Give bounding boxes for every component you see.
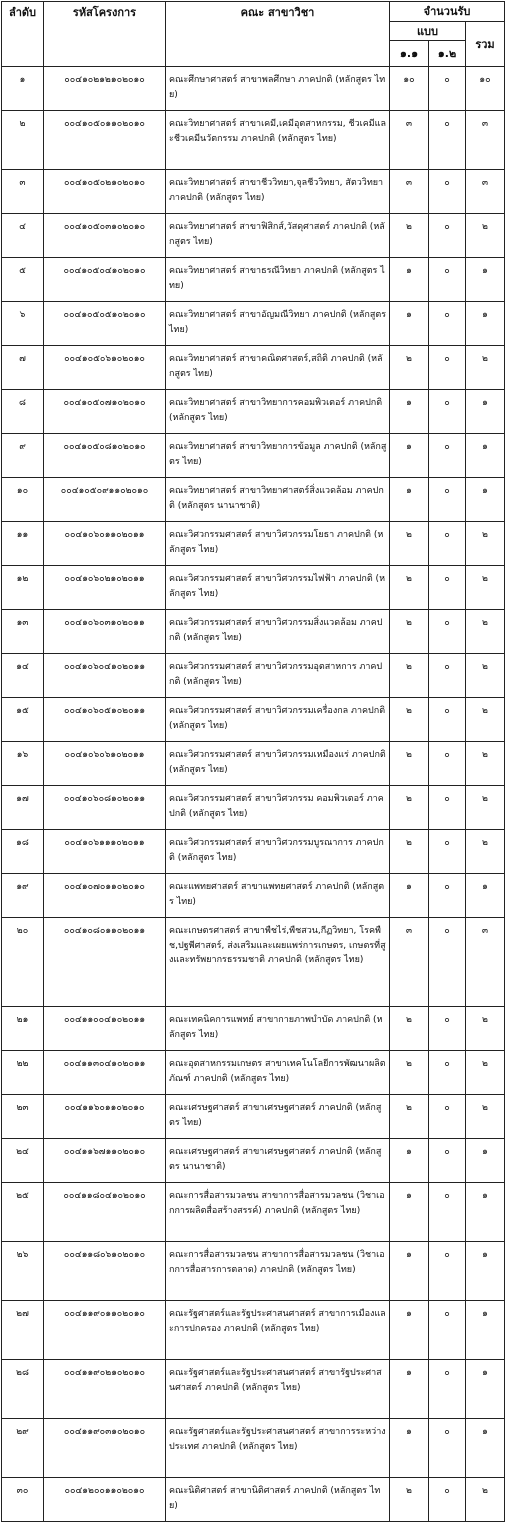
quota-type-1-2: ๐ [429,786,466,830]
quota-type-1-2: ๐ [429,742,466,786]
row-number: ๑๘ [2,830,44,874]
quota-type-1-2: ๐ [429,258,466,302]
quota-total: ๓ [466,111,505,170]
quota-type-1-1: ๒ [390,346,429,390]
row-number: ๒๙ [2,1419,44,1478]
quota-total: ๓ [466,170,505,214]
quota-type-1-2: ๐ [429,111,466,170]
faculty-major: คณะวิศวกรรมศาสตร์ สาขาวิศวกรรมเหมืองแร่ ภาคปกติ (หลักสูตร ไทย) [166,742,390,786]
quota-type-1-2: ๐ [429,874,466,918]
quota-total: ๑ [466,390,505,434]
quota-type-1-2: ๐ [429,1242,466,1301]
quota-total: ๒ [466,830,505,874]
project-code: ๐๐๔๑๑๖๐๑๑๐๒๐๑๐ [44,1095,166,1139]
quota-total: ๒ [466,742,505,786]
quota-type-1-2: ๐ [429,1301,466,1360]
project-code: ๐๐๔๑๒๐๐๑๑๐๒๐๑๐ [44,1478,166,1522]
row-number: ๕ [2,258,44,302]
table-row [2,170,505,214]
row-number: ๒๕ [2,1183,44,1242]
quota-type-1-1: ๒ [390,610,429,654]
table-row [2,566,505,610]
quota-type-1-1: ๑๐ [390,67,429,111]
faculty-major: คณะอุตสาหกรรมเกษตร สาขาเทคโนโลยีการพัฒนาผลิตภัณฑ์ ภาคปกติ (หลักสูตร ไทย) [166,1051,390,1095]
table-row [2,654,505,698]
quota-total: ๒ [466,346,505,390]
row-number: ๒ [2,111,44,170]
row-number: ๑๖ [2,742,44,786]
faculty-major: คณะวิศวกรรมศาสตร์ สาขาวิศวกรรมอุตสาหการ ภาคปกติ (หลักสูตร ไทย) [166,654,390,698]
quota-type-1-2: ๐ [429,434,466,478]
table-row [2,742,505,786]
quota-type-1-2: ๐ [429,1095,466,1139]
table-row [2,610,505,654]
quota-total: ๑ [466,1242,505,1301]
quota-type-1-1: ๑ [390,390,429,434]
row-number: ๒๖ [2,1242,44,1301]
quota-total: ๒ [466,1478,505,1522]
project-code: ๐๐๔๑๑๖๗๑๑๐๒๐๑๐ [44,1139,166,1183]
faculty-major: คณะวิทยาศาสตร์ สาขาวิทยาการคอมพิวเตอร์ ภาคปกติ (หลักสูตร ไทย) [166,390,390,434]
project-code: ๐๐๔๑๐๕๐๙๑๑๐๒๐๑๐ [44,478,166,522]
row-number: ๒๒ [2,1051,44,1095]
header-total: รวม [466,22,505,67]
table-row [2,346,505,390]
table-row [2,478,505,522]
quota-total: ๑ [466,478,505,522]
quota-type-1-1: ๒ [390,566,429,610]
header-type-1-1: ๑.๑ [390,41,429,67]
row-number: ๒๔ [2,1139,44,1183]
faculty-major: คณะรัฐศาสตร์และรัฐประศาสนศาสตร์ สาขาการระหว่างประเทศ ภาคปกติ (หลักสูตร ไทย) [166,1419,390,1478]
row-number: ๑๒ [2,566,44,610]
quota-total: ๒ [466,786,505,830]
project-code: ๐๐๔๑๐๕๐๔๑๐๒๐๑๐ [44,258,166,302]
project-code: ๐๐๔๑๐๒๑๒๑๐๒๐๑๐ [44,67,166,111]
project-code: ๐๐๔๑๐๕๐๘๑๐๒๐๑๐ [44,434,166,478]
quota-type-1-1: ๒ [390,1051,429,1095]
row-number: ๒๑ [2,1007,44,1051]
project-code: ๐๐๔๑๐๕๐๒๑๐๒๐๑๐ [44,170,166,214]
quota-type-1-1: ๑ [390,434,429,478]
quota-type-1-1: ๒ [390,742,429,786]
row-number: ๑๕ [2,698,44,742]
quota-type-1-1: ๒ [390,698,429,742]
row-number: ๒๐ [2,918,44,1007]
quota-type-1-1: ๑ [390,1419,429,1478]
row-number: ๑๔ [2,654,44,698]
faculty-major: คณะวิทยาศาสตร์ สาขาวิทยาศาสตร์สิ่งแวดล้อม ภาคปกติ (หลักสูตร นานาชาติ) [166,478,390,522]
row-number: ๔ [2,214,44,258]
project-code: ๐๐๔๑๐๖๑๑๑๐๒๐๑๑ [44,830,166,874]
table-row [2,111,505,170]
project-code: ๐๐๔๑๑๘๐๖๑๐๒๐๑๐ [44,1242,166,1301]
project-code: ๐๐๔๑๐๖๐๔๑๐๒๐๑๑ [44,654,166,698]
quota-type-1-2: ๐ [429,478,466,522]
quota-total: ๑ [466,1183,505,1242]
quota-type-1-1: ๒ [390,786,429,830]
faculty-major: คณะวิทยาศาสตร์ สาขาฟิสิกส์,วัสดุศาสตร์ ภาคปกติ (หลักสูตร ไทย) [166,214,390,258]
project-code: ๐๐๔๑๐๕๐๑๑๐๒๐๑๐ [44,111,166,170]
project-code: ๐๐๔๑๐๖๐๕๑๐๒๐๑๑ [44,698,166,742]
quota-type-1-1: ๑ [390,258,429,302]
quota-type-1-2: ๐ [429,1007,466,1051]
quota-total: ๑๐ [466,67,505,111]
quota-total: ๑ [466,1360,505,1419]
faculty-major: คณะวิศวกรรมศาสตร์ สาขาวิศวกรรมไฟฟ้า ภาคปกติ (หลักสูตร ไทย) [166,566,390,610]
faculty-major: คณะวิทยาศาสตร์ สาขาชีววิทยา,จุลชีววิทยา, สัตววิทยา ภาคปกติ (หลักสูตร ไทย) [166,170,390,214]
table-body [2,67,505,1522]
quota-total: ๓ [466,918,505,1007]
faculty-major: คณะการสื่อสารมวลชน สาขาการสื่อสารมวลชน (วิชาเอกการสื่อสารการตลาด) ภาคปกติ (หลักสูตร ไทย) [166,1242,390,1301]
header-type-1-2: ๑.๒ [429,41,466,67]
quota-type-1-2: ๐ [429,522,466,566]
faculty-major: คณะวิศวกรรมศาสตร์ สาขาวิศวกรรมบูรณาการ ภาคปกติ (หลักสูตร ไทย) [166,830,390,874]
project-code: ๐๐๔๑๑๙๐๑๑๐๒๐๑๐ [44,1301,166,1360]
faculty-major: คณะวิศวกรรมศาสตร์ สาขาวิศวกรรมสิ่งแวดล้อม ภาคปกติ (หลักสูตร ไทย) [166,610,390,654]
quota-type-1-1: ๒ [390,654,429,698]
header-type: แบบ [390,22,466,41]
row-number: ๑๐ [2,478,44,522]
quota-type-1-1: ๑ [390,1360,429,1419]
row-number: ๙ [2,434,44,478]
quota-total: ๒ [466,1007,505,1051]
quota-type-1-1: ๒ [390,522,429,566]
quota-type-1-2: ๐ [429,1478,466,1522]
project-code: ๐๐๔๑๑๙๐๒๑๐๒๐๑๐ [44,1360,166,1419]
table-row [2,1139,505,1183]
row-number: ๓๐ [2,1478,44,1522]
quota-total: ๒ [466,522,505,566]
quota-type-1-2: ๐ [429,698,466,742]
faculty-major: คณะศึกษาศาสตร์ สาขาพลศึกษา ภาคปกติ (หลักสูตร ไทย) [166,67,390,111]
table-row [2,1095,505,1139]
quota-type-1-1: ๒ [390,1007,429,1051]
faculty-major: คณะวิทยาศาสตร์ สาขาเคมี,เคมีอุตสาหกรรม, ชีวเคมีและชีวเคมีนวัตกรรม ภาคปกติ (หลักสูตร ไทย) [166,111,390,170]
quota-type-1-1: ๒ [390,830,429,874]
table-row [2,1478,505,1522]
row-number: ๑๗ [2,786,44,830]
quota-type-1-1: ๒ [390,214,429,258]
quota-type-1-1: ๑ [390,1183,429,1242]
quota-type-1-2: ๐ [429,390,466,434]
quota-type-1-1: ๑ [390,302,429,346]
quota-total: ๒ [466,566,505,610]
quota-type-1-2: ๐ [429,1051,466,1095]
quota-total: ๒ [466,698,505,742]
table-row [2,874,505,918]
project-code: ๐๐๔๑๐๖๐๓๑๐๒๐๑๑ [44,610,166,654]
faculty-major: คณะวิศวกรรมศาสตร์ สาขาวิศวกรรมโยธา ภาคปกติ (หลักสูตร ไทย) [166,522,390,566]
row-number: ๒๘ [2,1360,44,1419]
project-code: ๐๐๔๑๐๖๐๑๑๐๒๐๑๑ [44,522,166,566]
quota-total: ๑ [466,302,505,346]
faculty-major: คณะวิทยาศาสตร์ สาขาธรณีวิทยา ภาคปกติ (หลักสูตร ไทย) [166,258,390,302]
table-row [2,390,505,434]
faculty-major: คณะวิทยาศาสตร์ สาขาคณิตศาสตร์,สถิติ ภาคปกติ (หลักสูตร ไทย) [166,346,390,390]
faculty-major: คณะเทคนิคการแพทย์ สาขากายภาพบำบัด ภาคปกติ (หลักสูตร ไทย) [166,1007,390,1051]
table-row [2,302,505,346]
table-row [2,522,505,566]
header-faculty-major: คณะ สาขาวิชา [166,2,390,67]
header-project-code: รหัสโครงการ [44,2,166,67]
table-row [2,434,505,478]
table-row [2,67,505,111]
project-code: ๐๐๔๑๐๖๐๒๑๐๒๐๑๑ [44,566,166,610]
faculty-major: คณะเศรษฐศาสตร์ สาขาเศรษฐศาสตร์ ภาคปกติ (หลักสูตร ไทย) [166,1095,390,1139]
faculty-major: คณะวิศวกรรมศาสตร์ สาขาวิศวกรรมเครื่องกล ภาคปกติ (หลักสูตร ไทย) [166,698,390,742]
quota-total: ๒ [466,1095,505,1139]
quota-total: ๑ [466,1419,505,1478]
table-row [2,698,505,742]
row-number: ๑๑ [2,522,44,566]
quota-type-1-1: ๓ [390,170,429,214]
quota-type-1-2: ๐ [429,214,466,258]
row-number: ๘ [2,390,44,434]
faculty-major: คณะเกษตรศาสตร์ สาขาพืชไร่,พืชสวน,กีฏวิทยา, โรคพืช,ปฐพีศาสตร์, ส่งเสริมและเผยแพร่การเกษตร, เกษตรที่สูงและทรัพยากรธรรมชาติ ภาคปกติ (หลักสูตร ไทย) [166,918,390,1007]
project-code: ๐๐๔๑๐๗๐๑๑๐๒๐๑๐ [44,874,166,918]
quota-type-1-1: ๑ [390,1242,429,1301]
table-row [2,1301,505,1360]
table-row [2,1360,505,1419]
project-code: ๐๐๔๑๑๓๐๔๑๐๒๐๑๑ [44,1051,166,1095]
quota-type-1-1: ๑ [390,1301,429,1360]
faculty-major: คณะรัฐศาสตร์และรัฐประศาสนศาสตร์ สาขารัฐประศาสนศาสตร์ ภาคปกติ (หลักสูตร ไทย) [166,1360,390,1419]
quota-type-1-1: ๒ [390,1095,429,1139]
quota-total: ๒ [466,654,505,698]
table-row [2,1007,505,1051]
quota-type-1-2: ๐ [429,1360,466,1419]
table-row [2,918,505,1007]
faculty-major: คณะเศรษฐศาสตร์ สาขาเศรษฐศาสตร์ ภาคปกติ (หลักสูตร นานาชาติ) [166,1139,390,1183]
header-quota: จำนวนรับ [390,2,505,22]
row-number: ๒๓ [2,1095,44,1139]
header-order: ลำดับ [2,2,44,67]
faculty-major: คณะการสื่อสารมวลชน สาขาการสื่อสารมวลชน (วิชาเอกการผลิตสื่อสร้างสรรค์) ภาคปกติ (หลักสูตร ไทย) [166,1183,390,1242]
table-row [2,1183,505,1242]
table-row [2,786,505,830]
project-code: ๐๐๔๑๐๕๐๗๑๐๒๐๑๐ [44,390,166,434]
row-number: ๑๓ [2,610,44,654]
row-number: ๑๙ [2,874,44,918]
faculty-major: คณะวิศวกรรมศาสตร์ สาขาวิศวกรรม คอมพิวเตอร์ ภาคปกติ (หลักสูตร ไทย) [166,786,390,830]
table-row [2,1419,505,1478]
quota-type-1-2: ๐ [429,1139,466,1183]
faculty-major: คณะแพทยศาสตร์ สาขาแพทยศาสตร์ ภาคปกติ (หลักสูตร ไทย) [166,874,390,918]
quota-type-1-2: ๐ [429,170,466,214]
project-code: ๐๐๔๑๐๕๐๓๑๐๒๐๑๐ [44,214,166,258]
quota-type-1-2: ๐ [429,67,466,111]
project-code: ๐๐๔๑๑๐๐๔๑๐๒๐๑๑ [44,1007,166,1051]
project-code: ๐๐๔๑๑๘๐๔๑๐๒๐๑๐ [44,1183,166,1242]
quota-total: ๑ [466,258,505,302]
quota-type-1-1: ๑ [390,478,429,522]
project-code: ๐๐๔๑๐๘๐๑๑๐๒๐๑๑ [44,918,166,1007]
row-number: ๖ [2,302,44,346]
table-row [2,1051,505,1095]
quota-type-1-1: ๓ [390,111,429,170]
table-row [2,1242,505,1301]
row-number: ๒๗ [2,1301,44,1360]
quota-type-1-2: ๐ [429,918,466,1007]
quota-type-1-2: ๐ [429,830,466,874]
quota-type-1-2: ๐ [429,1183,466,1242]
project-code: ๐๐๔๑๐๕๐๖๑๐๒๐๑๐ [44,346,166,390]
project-code: ๐๐๔๑๐๖๐๘๑๐๒๐๑๑ [44,786,166,830]
quota-total: ๑ [466,1301,505,1360]
quota-total: ๒ [466,1051,505,1095]
table-row [2,258,505,302]
project-code: ๐๐๔๑๑๙๐๓๑๐๒๐๑๐ [44,1419,166,1478]
quota-type-1-2: ๐ [429,566,466,610]
quota-total: ๒ [466,214,505,258]
faculty-major: คณะนิติศาสตร์ สาขานิติศาสตร์ ภาคปกติ (หลักสูตร ไทย) [166,1478,390,1522]
project-code: ๐๐๔๑๐๖๐๖๑๐๒๐๑๑ [44,742,166,786]
quota-type-1-1: ๒ [390,1478,429,1522]
quota-total: ๑ [466,434,505,478]
quota-total: ๒ [466,610,505,654]
quota-type-1-1: ๑ [390,874,429,918]
row-number: ๓ [2,170,44,214]
faculty-major: คณะวิทยาศาสตร์ สาขาอัญมณีวิทยา ภาคปกติ (หลักสูตร ไทย) [166,302,390,346]
quota-total: ๑ [466,874,505,918]
quota-type-1-2: ๐ [429,1419,466,1478]
quota-total: ๑ [466,1139,505,1183]
quota-type-1-1: ๑ [390,1139,429,1183]
faculty-major: คณะรัฐศาสตร์และรัฐประศาสนศาสตร์ สาขาการเมืองและการปกครอง ภาคปกติ (หลักสูตร ไทย) [166,1301,390,1360]
quota-type-1-2: ๐ [429,610,466,654]
quota-type-1-2: ๐ [429,302,466,346]
row-number: ๗ [2,346,44,390]
quota-type-1-2: ๐ [429,346,466,390]
project-code: ๐๐๔๑๐๕๐๕๑๐๒๐๑๐ [44,302,166,346]
table-row [2,214,505,258]
quota-type-1-1: ๓ [390,918,429,1007]
faculty-major: คณะวิทยาศาสตร์ สาขาวิทยาการข้อมูล ภาคปกติ (หลักสูตร ไทย) [166,434,390,478]
quota-type-1-2: ๐ [429,654,466,698]
row-number: ๑ [2,67,44,111]
admission-quota-table [1,1,505,1522]
table-row [2,830,505,874]
